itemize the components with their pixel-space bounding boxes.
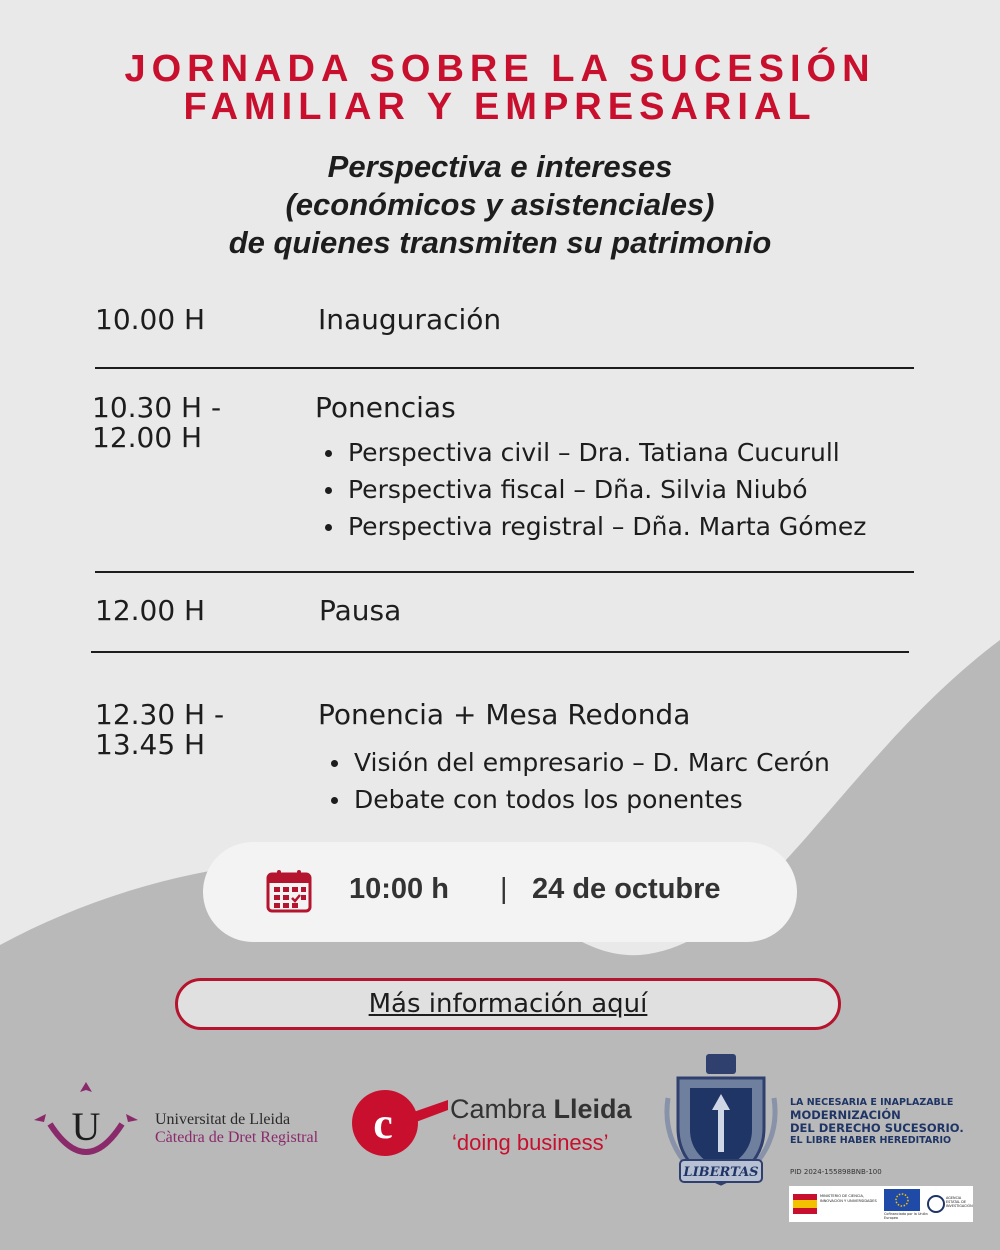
program-title: Ponencias [315, 391, 456, 424]
cambra-name [450, 1094, 632, 1124]
speaker-list [316, 434, 866, 545]
program-title: Inauguración [318, 303, 502, 336]
svg-text:c: c [373, 1099, 393, 1148]
libertas-crest-icon [660, 1048, 782, 1190]
svg-text:U: U [71, 1104, 101, 1149]
program-time: 12.00 H [95, 594, 206, 627]
svg-text:LIBERTAS: LIBERTAS [683, 1165, 759, 1180]
eu-cofinanced: Cofinanciado por la Unión Europea [884, 1212, 928, 1220]
libertas-text [790, 1097, 964, 1147]
speaker-list [322, 744, 830, 818]
libertas-line3: DEL DERECHO SUCESORIO. [790, 1121, 964, 1135]
aei-logo-icon [926, 1190, 946, 1218]
cambra-logo-icon [350, 1088, 450, 1158]
program-time [92, 393, 221, 453]
more-info-button[interactable]: Más información aquí [175, 978, 841, 1030]
program-time-end: 12.00 H [92, 421, 203, 454]
event-title [0, 50, 1000, 126]
event-title-line1: JORNADA SOBRE LA SUCESIÓN [124, 48, 876, 90]
cambra-name-part2: Lleida [553, 1094, 632, 1124]
calendar-icon [266, 869, 312, 913]
divider [95, 367, 914, 369]
list-item: Visión del empresario – D. Marc Cerón [322, 744, 830, 781]
udl-subtitle: Càtedra de Dret Registral [155, 1129, 319, 1146]
separator: | [500, 873, 508, 905]
eu-flag-icon [884, 1189, 920, 1211]
event-subtitle [0, 148, 1000, 262]
divider [91, 651, 909, 653]
list-item: Perspectiva civil – Dra. Tatiana Cucurull [316, 434, 866, 471]
list-item: Debate con todos los ponentes [322, 781, 830, 818]
event-title-line2: FAMILIAR Y EMPRESARIAL [183, 86, 817, 128]
cambra-name-part1: Cambra [450, 1094, 554, 1124]
event-subtitle-line3: de quienes transmiten su patrimonio [228, 225, 772, 260]
aei-name: AGENCIA ESTATAL DE INVESTIGACIÓN [946, 1196, 973, 1208]
udl-logo-icon [30, 1080, 142, 1176]
program-time-end: 13.45 H [95, 728, 206, 761]
event-subtitle-line2: (económicos y asistenciales) [285, 187, 715, 222]
spain-crest-icon [791, 1190, 819, 1218]
list-item: Perspectiva registral – Dña. Marta Gómez [316, 508, 866, 545]
cambra-tagline: ‘doing business’ [452, 1130, 609, 1155]
program-time-start: 12.30 H - [95, 698, 225, 731]
ministry-name: MINISTERIO DE CIENCIA, INNOVACIÓN Y UNIVERSIDADES [820, 1194, 877, 1203]
program-title: Ponencia + Mesa Redonda [318, 698, 691, 731]
event-date: 24 de octubre [532, 873, 721, 905]
libertas-line1: LA NECESARIA E INAPLAZABLE [790, 1097, 954, 1108]
program-time-start: 10.30 H - [92, 391, 222, 424]
libertas-line4: EL LIBRE HABER HEREDITARIO [790, 1135, 952, 1146]
project-id: PID 2024-155898BNB-100 [790, 1168, 882, 1176]
program-title: Pausa [319, 594, 402, 627]
udl-name: Universitat de Lleida [155, 1111, 291, 1128]
event-time: 10:00 h [349, 873, 449, 905]
list-item: Perspectiva fiscal – Dña. Silvia Niubó [316, 471, 866, 508]
libertas-line2: MODERNIZACIÓN [790, 1108, 901, 1122]
program-time: 10.00 H [95, 303, 206, 336]
divider [95, 571, 914, 573]
program-time [95, 700, 224, 760]
event-subtitle-line1: Perspectiva e intereses [327, 149, 673, 184]
